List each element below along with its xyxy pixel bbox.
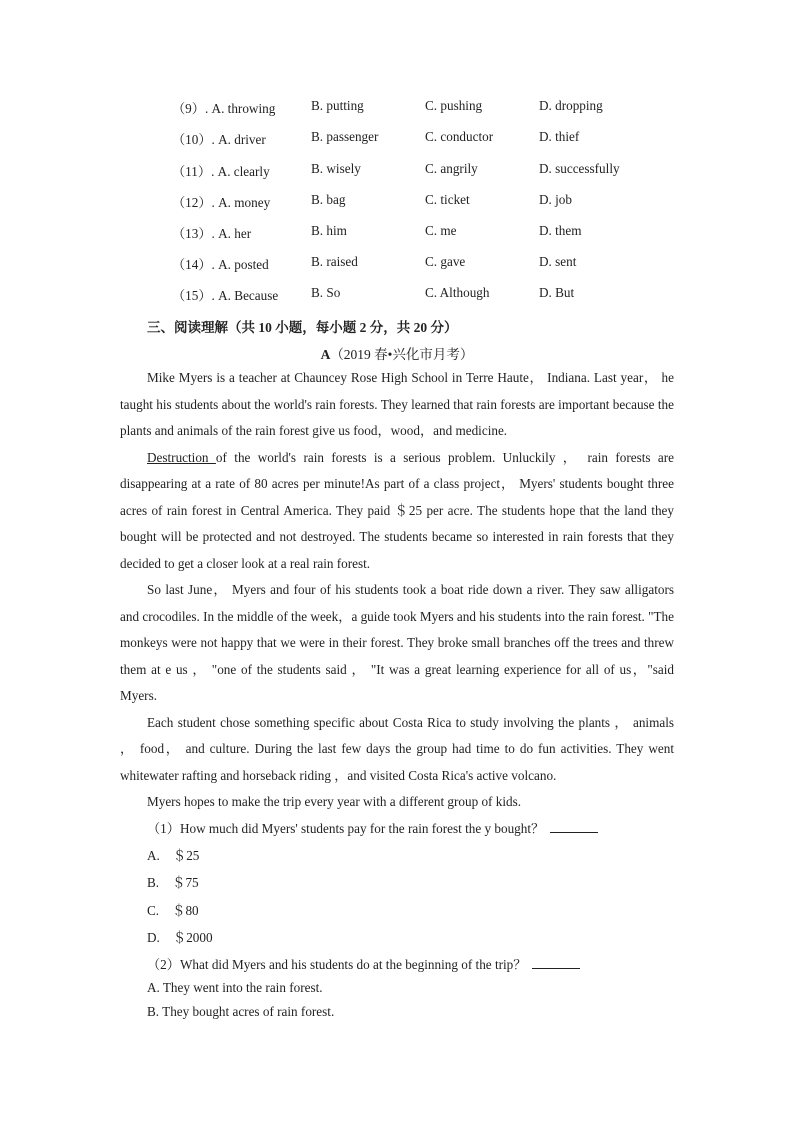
option-c: C. ticket [425, 192, 470, 207]
question-1 [147, 818, 598, 837]
option-b: B. wisely [311, 161, 361, 176]
passage-title [0, 343, 794, 363]
question-2-option-a: A. They went into the rain forest. [147, 980, 323, 995]
paragraph-4: Each student chose something specific about Costa Rica to study involving the plants ， animals ， food， and culture. During the last few days the group had time to do fun activities. They went whitewater rafting and horseback riding ，and visited Costa Rica's active volcano. [120, 714, 674, 783]
paragraph-2 [120, 445, 674, 578]
question-2-text: （2）What did Myers and his students do at the beginning of the trip？ [147, 957, 527, 972]
option-d: D. sent [539, 254, 577, 269]
question-1-option-b: B. ＄75 [147, 875, 199, 890]
option-a: （15）. A. Because [172, 288, 279, 303]
option-b: B. So [311, 285, 341, 300]
question-1-option-a: A. ＄25 [147, 848, 200, 863]
option-row-10 [172, 129, 652, 149]
option-a: （12）. A. money [172, 195, 271, 210]
option-c: C. angrily [425, 161, 478, 176]
option-d: D. dropping [539, 98, 603, 113]
option-b: B. putting [311, 98, 364, 113]
option-row-14 [172, 254, 652, 274]
question-2 [147, 954, 580, 973]
option-row-9 [172, 98, 652, 118]
question-1-text: （1）How much did Myers' students pay for the rain forest the y bought？ [147, 821, 545, 836]
question-1-option-c: C. ＄80 [147, 903, 199, 918]
option-d: D. them [539, 223, 582, 238]
option-c: C. conductor [425, 129, 494, 144]
underlined-word: Destruction [147, 449, 216, 465]
option-d: D. thief [539, 129, 580, 144]
paragraph-1: Mike Myers is a teacher at Chauncey Rose High School in Terre Haute， Indiana. Last year， he taught his students about the world's rain forests. They learned that rain forests are important because the plants and animals of the rain forest give us food，wood，and medicine. [120, 370, 674, 438]
option-d: D. But [539, 285, 575, 300]
option-c: C. pushing [425, 98, 483, 113]
question-1-option-d: D. ＄2000 [147, 930, 213, 945]
option-row-12 [172, 192, 652, 212]
passage-source: （2019 春•兴化市月考） [330, 347, 474, 362]
option-row-11 [172, 161, 652, 181]
paragraph-3: So last June， Myers and four of his students took a boat ride down a river. They saw alligators and crocodiles. In the middle of the week，a guide took Myers and his students into the rain forest. "The monkeys were not happy that we were in their forest. They broke small branches off the trees and threw them at e us ， "one of the students said ， "It was a great learning experience for all of us，"said Myers. [120, 582, 674, 703]
option-row-15 [172, 285, 652, 305]
option-a: （13）. A. her [172, 226, 252, 241]
paragraph-2-text: of the world's rain forests is a serious problem. Unluckily ， rain forests are disappearing at a rate of 80 acres per minute!As part of a class project， Myers' students bought three acres of rain forest in Central America. They paid ＄25 per acre. The students hope that the land they bought will be protected and not destroyed. The students became so interested in rain forests that they decided to get a closer look at a real rain forest. [120, 449, 674, 571]
option-b: B. him [311, 223, 347, 238]
answer-blank [550, 818, 598, 833]
option-b: B. passenger [311, 129, 379, 144]
option-c: C. me [425, 223, 457, 238]
option-a: （14）. A. posted [172, 257, 269, 272]
passage-letter: A [320, 347, 331, 362]
option-c: C. gave [425, 254, 466, 269]
option-c: C. Although [425, 285, 490, 300]
paragraph-5: Myers hopes to make the trip every year with a different group of kids. [147, 794, 522, 809]
option-a: （10）. A. driver [172, 132, 266, 147]
passage-body [120, 365, 674, 816]
option-d: D. job [539, 192, 572, 207]
option-a: （11）. A. clearly [172, 164, 270, 179]
option-b: B. bag [311, 192, 346, 207]
option-row-13 [172, 223, 652, 243]
section-title: 三、阅读理解（共 10 小题，每小题 2 分，共 20 分） [147, 320, 458, 335]
option-d: D. successfully [539, 161, 620, 176]
option-b: B. raised [311, 254, 358, 269]
question-2-option-b: B. They bought acres of rain forest. [147, 1004, 335, 1019]
option-a: （9）. A. throwing [172, 101, 276, 116]
answer-blank [532, 954, 580, 969]
